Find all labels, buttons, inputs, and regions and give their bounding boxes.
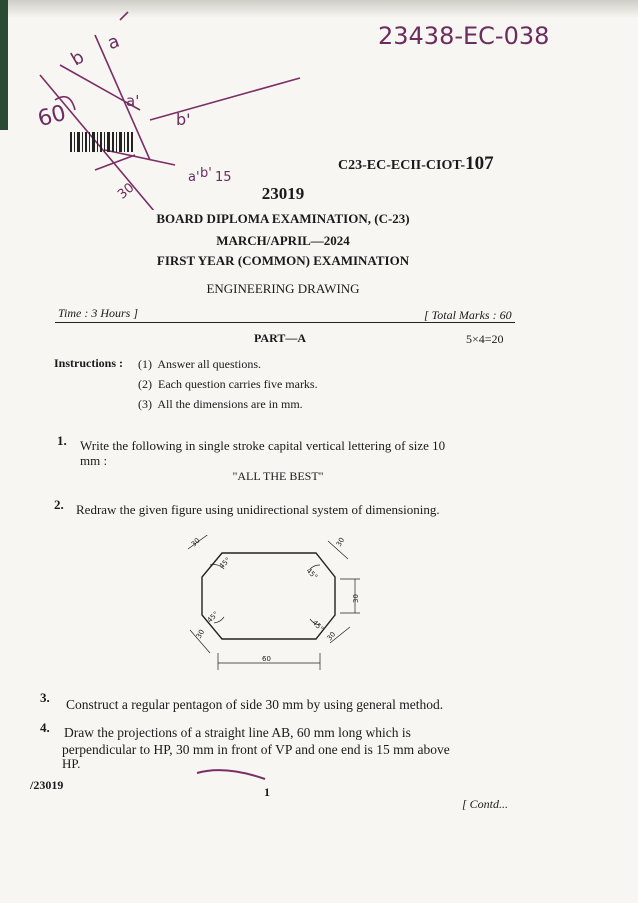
- hand-note: a': [188, 170, 200, 185]
- hand-note: b': [200, 166, 212, 181]
- page-number: 1: [264, 785, 270, 799]
- instructions-label: Instructions :: [54, 356, 124, 370]
- time-label: Time : 3 Hours ]: [58, 306, 139, 320]
- question-text: perpendicular to HP, 30 mm in front of VP and one end is 15 mm above: [62, 742, 450, 757]
- dim-chamfer-tr: 30: [334, 536, 347, 548]
- paper-code: [338, 153, 494, 175]
- hand-note: a: [104, 30, 123, 55]
- paper-code-prefix: C23-EC-ECII-CIOT-: [338, 158, 466, 173]
- question-text: Draw the projections of a straight line AB, 60 mm long which is: [64, 725, 411, 740]
- part-marks: 5×4=20: [466, 332, 504, 346]
- dim-chamfer-bl: 30: [194, 628, 207, 640]
- exam-session: MARCH/APRIL—2024: [216, 233, 350, 248]
- instruction-num: (2): [138, 377, 152, 391]
- paper-code-number: 107: [465, 153, 494, 174]
- hand-note: 15: [215, 170, 232, 185]
- question-number: 3.: [40, 690, 50, 705]
- question-text: Construct a regular pentagon of side 30 mm by using general method.: [66, 697, 444, 712]
- handwritten-stroke: [195, 765, 275, 785]
- hand-note: b: [67, 46, 88, 71]
- question-text: HP.: [62, 756, 81, 771]
- lettering-quote: "ALL THE BEST": [232, 469, 324, 483]
- footer-code: /23019: [30, 778, 64, 792]
- total-marks-label: [ Total Marks : 60: [424, 308, 512, 322]
- handwritten-roll-number: 23438-EC-038: [378, 22, 550, 50]
- instruction-item: [138, 397, 303, 412]
- dim-angle-bl: 45°: [205, 609, 221, 625]
- header-rule: [55, 322, 515, 323]
- subject-title: ENGINEERING DRAWING: [206, 281, 360, 296]
- question-number: 4.: [40, 720, 50, 735]
- question-text: Redraw the given figure using unidirectional system of dimensioning.: [76, 502, 440, 517]
- question-number: 1.: [57, 433, 67, 448]
- instruction-text: All the dimensions are in mm.: [157, 397, 303, 411]
- continued-label: [ Contd...: [462, 797, 509, 811]
- hand-note: b': [176, 110, 191, 129]
- instruction-text: Answer all questions.: [157, 357, 261, 371]
- question-number: 2.: [54, 497, 64, 512]
- exam-title: FIRST YEAR (COMMON) EXAMINATION: [156, 253, 410, 268]
- dim-angle-tr: 45°: [304, 566, 320, 582]
- hand-note: 60: [35, 100, 69, 133]
- paper-number: 23019: [261, 184, 305, 203]
- dim-width: 60: [262, 655, 271, 663]
- barcode-image: [70, 132, 136, 154]
- instruction-num: (3): [138, 397, 152, 411]
- dimension-figure: [180, 535, 380, 675]
- dim-chamfer-tl: 30: [189, 536, 202, 549]
- question-text: mm :: [80, 453, 108, 468]
- instruction-num: (1): [138, 357, 152, 371]
- instruction-item: [138, 377, 318, 392]
- dim-height: 30: [352, 594, 360, 603]
- hand-note: a': [126, 92, 140, 110]
- hand-note: 30: [115, 180, 138, 203]
- instruction-text: Each question carries five marks.: [158, 377, 318, 391]
- dim-chamfer-br: 30: [325, 630, 338, 643]
- instruction-item: [138, 357, 261, 372]
- part-title: PART—A: [253, 331, 307, 345]
- board-title: BOARD DIPLOMA EXAMINATION, (C-23): [156, 211, 410, 226]
- dim-angle-br: 45°: [310, 618, 326, 634]
- dim-angle-tl: 45°: [217, 555, 233, 571]
- question-text: Write the following in single stroke capital vertical lettering of size 10: [80, 438, 446, 453]
